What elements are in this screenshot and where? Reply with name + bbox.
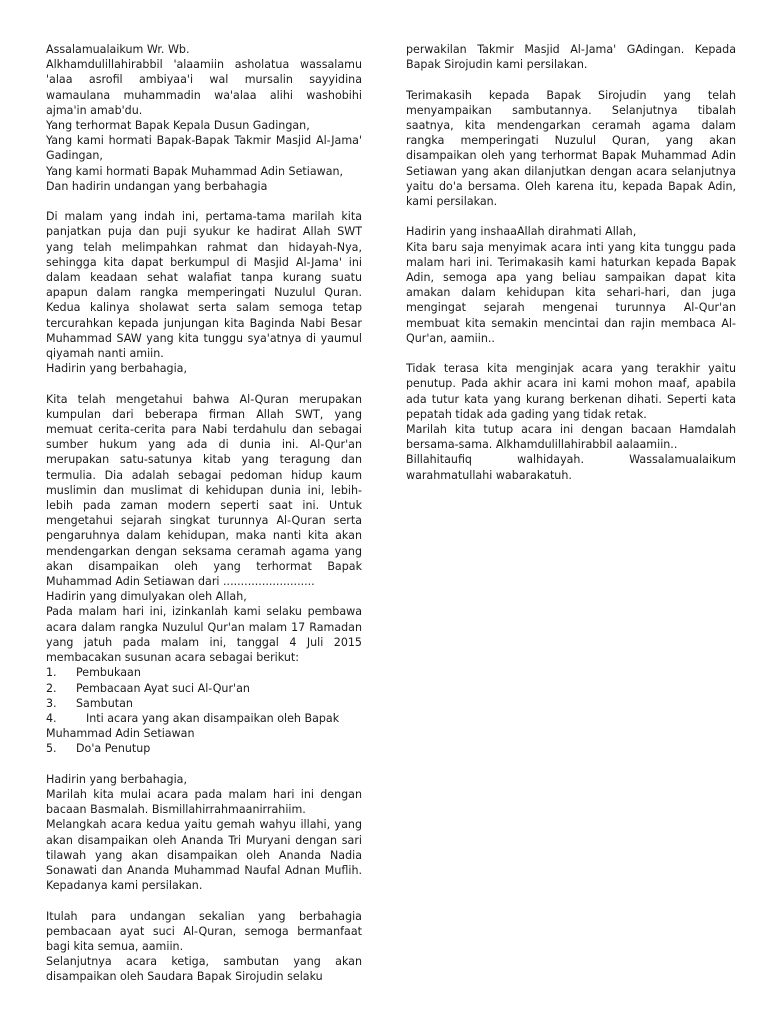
greeting-4: Hadirin yang inshaaAllah dirahmati Allah, xyxy=(406,225,637,239)
tilawah-paragraph: Melangkah acara kedua yaitu gemah wahyu illahi, yang akan disampaikan oleh Ananda Tri Muryani dengan sari tilawah yang akan disampaikan oleh Ananda Nadia Sonawati dan Ananda Muhammad Naufal Adnan Muflih. Kepadanya kami persilakan. xyxy=(46,818,362,893)
greeting-2: Hadirin yang dimulyakan oleh Allah, xyxy=(46,590,247,604)
closing-salam: Billahitaufiq walhidayah. Wassalamualaikum warahmatullahi wabarakatuh. xyxy=(406,453,736,482)
right-column xyxy=(406,42,736,483)
intro-paragraph: Di malam yang indah ini, pertama-tama marilah kita panjatkan puja dan puji syukur ke hadirat Allah SWT yang telah melimpahkan rahmat dan hidayah-Nya, sehingga kita dapat berkumpul di Masjid Al-Jama' ini dalam keadaan sehat walafiat tanpa kurang suatu apapun dalam rangka memperingati Nuzulul Quran. Kedua kalinya sholawat serta salam semoga tetap tercurahkan kepada junjungan kita Baginda Nabi Besar Muhammad SAW yang kita tunggu sya'atnya di yaumul qiyamah nanti amiin. xyxy=(46,210,362,361)
greeting-1: Hadirin yang berbahagia, xyxy=(46,362,187,376)
list-item-continuation: Muhammad Adin Setiawan xyxy=(46,727,195,741)
address-kepala-dusun: Yang terhormat Bapak Kepala Dusun Gadingan, xyxy=(46,119,310,133)
hamdalah-paragraph: Marilah kita tutup acara ini dengan bacaan Hamdalah bersama-sama. Alkhamdulillahirabbil aalaamiin.. xyxy=(406,423,736,452)
sambutan-paragraph: Selanjutnya acara ketiga, sambutan yang akan disampaikan oleh Saudara Bapak Sirojudin selaku xyxy=(46,955,362,984)
quran-paragraph: Kita telah mengetahui bahwa Al-Quran merupakan kumpulan dari beberapa firman Allah SWT, yang memuat cerita-cerita para Nabi terdahulu dan sebagai sumber hukum yang ada di dunia ini. Al-Qur'an merupakan satu-satunya kitab yang teragung dan termulia. Dia adalah sebagai pedoman hidup kaum muslimin dan muslimat di kehidupan dunia ini, lebih-lebih pada zaman modern seperti saat ini. Untuk mengetahui sejarah singkat turunnya Al-Quran serta pengaruhnya dalam kehidupan, maka nanti kita akan mendengarkan dengan seksama ceramah agama yang akan disampaikan oleh yang terhormat Bapak Muhammad Adin Setiawan dari .......................... xyxy=(46,392,362,589)
greeting-3: Hadirin yang berbahagia, xyxy=(46,772,187,786)
list-item: 5. Do'a Penutup xyxy=(46,742,151,756)
address-adin: Yang kami hormati Bapak Muhammad Adin Setiawan, xyxy=(46,164,344,178)
thanks-paragraph: Terimakasih kepada Bapak Sirojudin yang telah menyampaikan sambutannya. Selanjutnya tibalah saatnya, kita mendengarkan ceramah agama dalam rangka memperingati Nuzulul Quran, yang akan disampaikan oleh yang terhormat Bapak Muhammad Adin Setiawan yang akan dilanjutkan dengan acara selanjutnya yaitu do'a bersama. Oleh karena itu, kepada Bapak Adin, kami persilakan. xyxy=(406,88,736,209)
list-item: 4. Inti acara yang akan disampaikan oleh Bapak xyxy=(46,711,340,725)
list-item: 1. Pembukaan xyxy=(46,666,141,680)
left-column xyxy=(46,42,362,985)
agenda-list xyxy=(46,665,362,756)
list-item: 2. Pembacaan Ayat suci Al-Qur'an xyxy=(46,681,250,695)
opening-salam: Assalamualaikum Wr. Wb. xyxy=(46,43,190,56)
closing-paragraph: Tidak terasa kita menginjak acara yang terakhir yaitu penutup. Pada akhir acara ini kami mohon maaf, apabila ada tutur kata yang kurang berkenan dihati. Seperti kata pepatah tidak ada gading yang tidak retak. xyxy=(406,362,736,421)
opening-event: Marilah kita mulai acara pada malam hari ini dengan bacaan Basmalah. Bismillahirrahmaanirrahiim. xyxy=(46,787,362,817)
after-lecture-paragraph: Kita baru saja menyimak acara inti yang kita tunggu pada malam hari ini. Terimakasih kami haturkan kepada Bapak Adin, semoga apa yang beliau sampaikan dapat kita amakan dalam kehidupan kita sehari-hari, dan juga mengingat sejarah mengenai turunnya Al-Qur'an membuat kita semakin mencintai dan rajin membaca Al-Qur'an, aamiin.. xyxy=(406,240,736,345)
list-item: 3. Sambutan xyxy=(46,696,133,710)
opening-prayer: Alkhamdulillahirabbil 'alaamiin asholatua wassalamu 'alaa asrofil ambiyaa'i wal mursalin sayyidina wamaulana muhammadin wa'alaa alihi washobihi ajma'in amab'du. xyxy=(46,58,362,117)
sambutan-continuation: perwakilan Takmir Masjid Al-Jama' GAdingan. Kepada Bapak Sirojudin kami persilakan. xyxy=(406,43,736,72)
address-takmir: Yang kami hormati Bapak-Bapak Takmir Masjid Al-Jama' Gadingan, xyxy=(46,134,362,163)
agenda-intro: Pada malam hari ini, izinkanlah kami selaku pembawa acara dalam rangka Nuzulul Qur'an malam 17 Ramadan yang jatuh pada malam ini, tanggal 4 Juli 2015 membacakan susunan acara sebagai berikut: xyxy=(46,605,362,665)
address-hadirin: Dan hadirin undangan yang berbahagia xyxy=(46,179,268,193)
after-tilawah-paragraph: Itulah para undangan sekalian yang berbahagia pembacaan ayat suci Al-Quran, semoga bermanfaat bagi kita semua, aamiin. xyxy=(46,909,362,953)
